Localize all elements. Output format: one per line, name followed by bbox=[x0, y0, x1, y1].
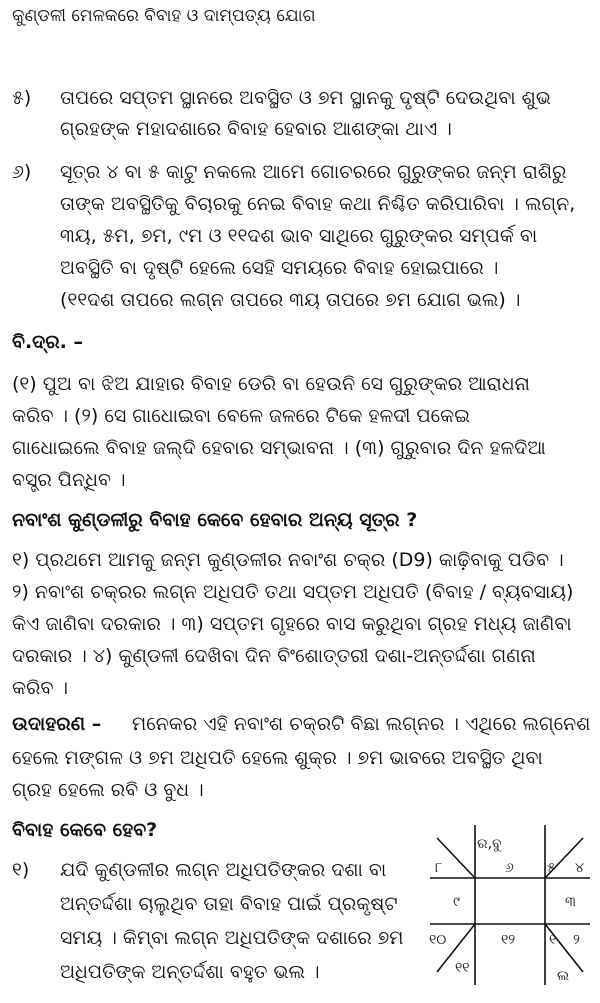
chart-label: ୧୧ bbox=[455, 960, 470, 976]
note-line: (୧) ପୁଅ ବା ଝିଅ ଯାହାର ବିବାହ ଡେରି ବା ହେଉନି ସେ ଗୁରୁଙ୍କର ଆରାଧନା bbox=[12, 373, 530, 395]
navamsha-line: କରିବ । bbox=[12, 677, 68, 699]
chart-label: ୩ bbox=[565, 894, 577, 910]
navamsha-chart bbox=[425, 820, 595, 990]
chart-label: ୧୨ bbox=[501, 932, 516, 948]
item6-line: (୧୧ଦଶ ତାପରେ ଲଗ୍ନ ତାପରେ ୩ୟ ତାପରେ ୭ମ ଯୋଗ ଭଲ) । bbox=[60, 289, 521, 311]
item5-line: ତାପରେ ସପ୍ତମ ସ୍ଥାନରେ ଅବସ୍ଥିତ ଓ ୭ମ ସ୍ଥାନକୁ ଦୃଷ୍ଟି ଦେଉଥିବା ଶୁଭ bbox=[60, 87, 551, 109]
item6-line: ଅବସ୍ଥିତି ବା ଦୃଷ୍ଟି ହେଲେ ସେହି ସମୟରେ ବିବାହ ହୋଇପାରେ । bbox=[60, 257, 499, 279]
chart-label: ୬ bbox=[505, 860, 514, 876]
note-line: ଗାଧୋଇଲେ ବିବାହ ଜଲ୍‌ଦି ହେବାର ସମ୍ଭାବନା । (୩) ଗୁରୁବାର ଦିନ ହଳଦିଆ bbox=[12, 437, 546, 459]
example-line: ଗ୍ରହ ହେଲେ ରବି ଓ ବୁଧ । bbox=[12, 779, 204, 801]
example-line: ମନେକର ଏହି ନବାଂଶ ଚକ୍ରଟି ବିଛା ଲଗ୍ନର । ଏଥିରେ ଲଗ୍ନେଶ bbox=[132, 713, 591, 735]
navamsha-line: ୨) ନବାଂଶ ଚକ୍ରର ଲଗ୍ନ ଅଧିପତି ତଥା ସପ୍ତମ ଅଧିପତି (ବିବାହ / ବ୍ୟବସାୟ) bbox=[12, 581, 574, 603]
chart-label: ୨ bbox=[573, 932, 580, 948]
example-line: ହେଲେ ମଙ୍ଗଳ ଓ ୭ମ ଅଧିପତି ହେଲେ ଶୁକ୍ର । ୭ମ ଭାବରେ ଅବସ୍ଥିତ ଥିବା bbox=[12, 747, 543, 769]
example-label: ଉଦାହରଣ – bbox=[12, 713, 102, 735]
when-item-number: ୧) bbox=[12, 859, 30, 881]
page-header: କୁଣ୍ଡଳୀ ମେଳକରେ ବିବାହ ଓ ଦାମ୍ପତ୍ୟ ଯୋଗ bbox=[12, 6, 316, 26]
chart-line bbox=[437, 838, 475, 878]
item5-line: ଗ୍ରହଙ୍କ ମହାଦଶାରେ ବିବାହ ହେବାର ଆଶଙ୍କା ଥାଏ । bbox=[60, 118, 452, 140]
note-line: କରିବ । (୨) ସେ ଗାଧୋଇବା ବେଳେ ଜଳରେ ଟିକେ ହଳଦୀ ପକେଇ bbox=[12, 405, 471, 427]
chart-label: ର,ବୁ bbox=[477, 836, 502, 852]
item6-line: ସୂତ୍ର ୪ ବା ୫ କାଟୁ ନକଲେ ଆମେ ଗୋଚରରେ ଗୁରୁଙ୍କର ଜନ୍ମ ରାଶିରୁ bbox=[60, 161, 567, 183]
when-line: ଯଦି କୁଣ୍ଡଳୀର ଲଗ୍ନ ଅଧିପତିଙ୍କର ଦଶା ବା bbox=[60, 859, 387, 881]
item-number-6: ୬) bbox=[12, 161, 32, 183]
chart-label: ୪ bbox=[575, 860, 584, 876]
chart-label: ୯ bbox=[453, 894, 460, 910]
when-line: ଅନ୍ତର୍ଦ୍ଦଶା ଚାଲୁଥିବ ତାହା ବିବାହ ପାଇଁ ପ୍ରକୃଷ୍ଟ bbox=[60, 893, 398, 915]
when-line: ସମୟ । କିମ୍ବା ଲଗ୍ନ ଅଧିପତିଙ୍କ ଦଶାରେ ୭ମ bbox=[60, 927, 404, 949]
navamsha-line: ୧) ପ୍ରଥମେ ଆମକୁ ଜନ୍ମ କୁଣ୍ଡଳୀର ନବାଂଶ ଚକ୍ର (D9) କାଢ଼ିବାକୁ ପଡିବ । bbox=[12, 549, 564, 571]
chart-label: ଲ bbox=[557, 968, 570, 984]
chart-label: ୧ bbox=[549, 932, 557, 948]
when-heading: ବିବାହ କେବେ ହେବ? bbox=[12, 819, 158, 841]
chart-label: ୧୦ bbox=[429, 932, 447, 948]
navamsha-line: କିଏ ଜାଣିବା ଦରକାର । ୩) ସପ୍ତମ ଗୃହରେ ବାସ କରୁଥିବା ଗ୍ରହ ମଧ୍ୟ ଜାଣିବା bbox=[12, 613, 572, 635]
item6-line: ୩ୟ, ୫ମ, ୭ମ, ୯ମ ଓ ୧୧ଦଶ ଭାବ ସାଥିରେ ଗୁରୁଙ୍କର ସମ୍ପର୍କ ବା bbox=[60, 225, 538, 247]
chart-label: ୫ bbox=[547, 860, 556, 876]
note-heading: ବି.ଦ୍ର. – bbox=[12, 331, 83, 353]
navamsha-heading: ନବାଂଶ କୁଣ୍ଡଳୀରୁ ବିବାହ କେବେ ହେବାର ଅନ୍ୟ ସୂତ୍ର ? bbox=[12, 509, 418, 531]
chart-label: ୮ bbox=[435, 860, 443, 876]
when-line: ଅଧିପତିଙ୍କ ଅନ୍ତର୍ଦ୍ଦଶା ବହୁତ ଭଲ । bbox=[60, 961, 320, 983]
note-line: ବସ୍ତ୍ର ପିନ୍ଧିବ । bbox=[12, 469, 126, 491]
item-number-5: ୫) bbox=[12, 87, 32, 109]
navamsha-line: ଦରକାର । ୪) କୁଣ୍ଡଳୀ ଦେଖିବା ଦିନ ବିଂଶୋତ୍ତରୀ ଦଶା-ଅନ୍ତର୍ଦ୍ଦଶା ଗଣନା bbox=[12, 645, 536, 667]
item6-line: ତାଙ୍କ ଅବସ୍ଥିତିକୁ ବିଚାରକୁ ନେଇ ବିବାହ କଥା ନିଶ୍ଚିତ କରିପାରିବା । ଲଗ୍ନ, bbox=[60, 193, 576, 215]
